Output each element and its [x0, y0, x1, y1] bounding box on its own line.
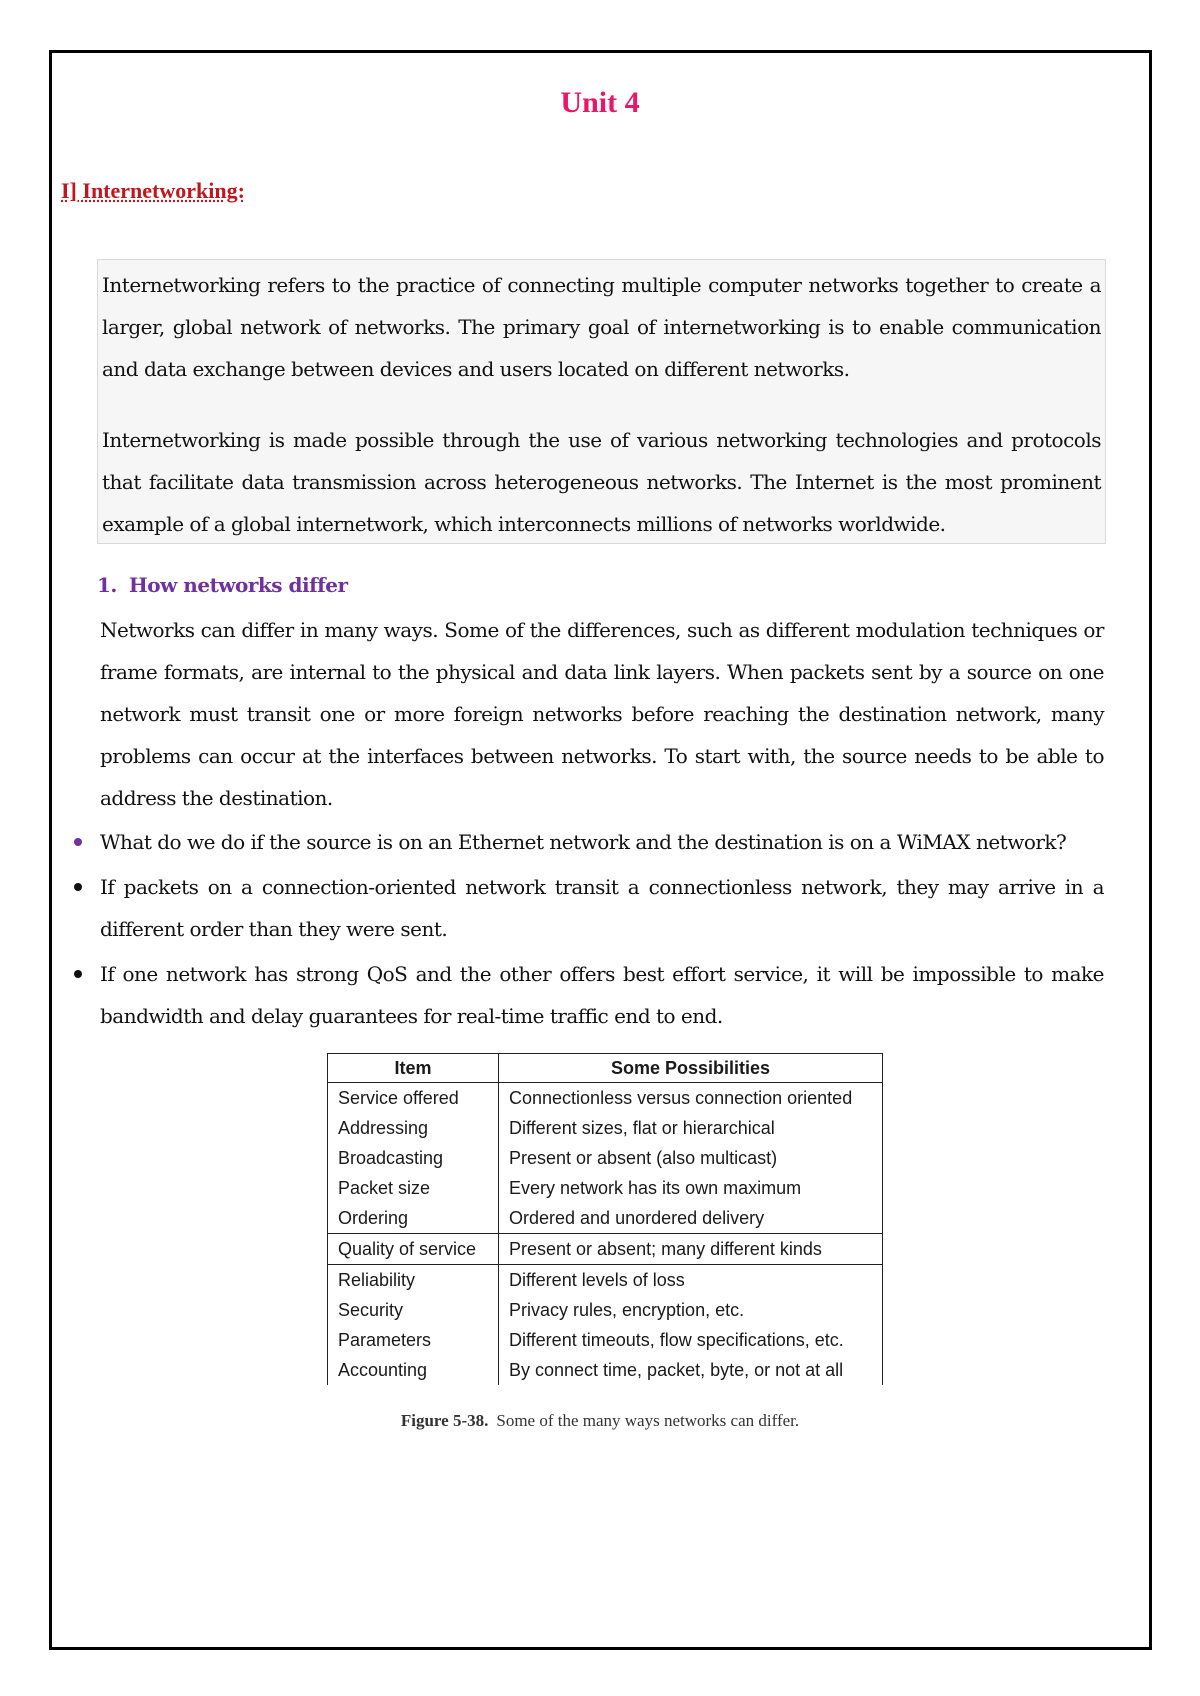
list-item — [100, 953, 1104, 1037]
table-row — [328, 1203, 883, 1234]
intro-paragraph-1: Internetworking refers to the practice of connecting multiple computer networks together to create a larger, global network of networks. The primary goal of internetworking is to enable communication and data exchange between devices and users located on different networks. — [102, 273, 1101, 381]
figure-caption — [0, 1411, 1200, 1431]
table-header-possibilities: Some Possibilities — [499, 1054, 883, 1083]
table-cell-item: Packet size — [328, 1173, 499, 1203]
table-header-row — [328, 1054, 883, 1083]
table-row — [328, 1234, 883, 1265]
subsection-paragraph: Networks can differ in many ways. Some of the differences, such as different modulation techniques or frame formats, are internal to the physical and data link layers. When packets sent by a source on one network must transit one or more foreign networks before reaching the destination network, many problems can occur at the interfaces between networks. To start with, the source needs to be able to address the destination. — [100, 618, 1104, 810]
table-cell-item: Reliability — [328, 1265, 499, 1296]
table-row — [328, 1355, 883, 1385]
subsection-title: How networks differ — [128, 573, 348, 597]
bullet-text: If packets on a connection-oriented network transit a connectionless network, they may arrive in a different order than they were sent. — [100, 875, 1104, 941]
table-header-item: Item — [328, 1054, 499, 1083]
table-row — [328, 1143, 883, 1173]
table-row — [328, 1173, 883, 1203]
unit-title: Unit 4 — [560, 86, 640, 119]
table-cell-item: Security — [328, 1295, 499, 1325]
table-cell-item: Ordering — [328, 1203, 499, 1234]
differences-table — [327, 1053, 883, 1385]
table-cell-possibility: Present or absent; many different kinds — [499, 1234, 883, 1265]
table-cell-item: Addressing — [328, 1113, 499, 1143]
list-item — [100, 821, 1104, 863]
list-item — [100, 866, 1104, 950]
figure-caption-label: Figure 5-38. — [400, 1411, 489, 1430]
bullet-list — [100, 821, 1104, 1040]
table-cell-item: Accounting — [328, 1355, 499, 1385]
table-row — [328, 1083, 883, 1114]
table-cell-possibility: Present or absent (also multicast) — [499, 1143, 883, 1173]
table-cell-item: Service offered — [328, 1083, 499, 1114]
table-row — [328, 1325, 883, 1355]
table-cell-possibility: Different timeouts, flow specifications, etc. — [499, 1325, 883, 1355]
table-cell-possibility: Every network has its own maximum — [499, 1173, 883, 1203]
table-cell-possibility: Privacy rules, encryption, etc. — [499, 1295, 883, 1325]
table-cell-item: Quality of service — [328, 1234, 499, 1265]
bullet-text: If one network has strong QoS and the other offers best effort service, it will be impossible to make bandwidth and delay guarantees for real-time traffic end to end. — [100, 962, 1104, 1028]
bullet-icon — [74, 970, 82, 978]
table-row — [328, 1265, 883, 1296]
bullet-icon — [74, 838, 82, 846]
subsection-heading — [97, 573, 348, 597]
bullet-icon — [74, 883, 82, 891]
table-cell-possibility: By connect time, packet, byte, or not at all — [499, 1355, 883, 1385]
table-cell-possibility: Different levels of loss — [499, 1265, 883, 1296]
table-cell-possibility: Connectionless versus connection oriented — [499, 1083, 883, 1114]
bullet-text: What do we do if the source is on an Ethernet network and the destination is on a WiMAX network? — [100, 830, 1067, 854]
figure-caption-text: Some of the many ways networks can differ. — [496, 1411, 800, 1430]
table-row — [328, 1113, 883, 1143]
section-heading: I] Internetworking: — [61, 178, 245, 203]
table-cell-possibility: Different sizes, flat or hierarchical — [499, 1113, 883, 1143]
table-cell-item: Parameters — [328, 1325, 499, 1355]
intro-box — [97, 259, 1106, 544]
subsection-number: 1. — [97, 573, 117, 597]
table-row — [328, 1295, 883, 1325]
intro-paragraph-2: Internetworking is made possible through the use of various networking technologies and protocols that facilitate data transmission across heterogeneous networks. The Internet is the most prominent example of a global internetwork, which interconnects millions of networks worldwide. — [102, 428, 1101, 536]
table-cell-item: Broadcasting — [328, 1143, 499, 1173]
table-cell-possibility: Ordered and unordered delivery — [499, 1203, 883, 1234]
